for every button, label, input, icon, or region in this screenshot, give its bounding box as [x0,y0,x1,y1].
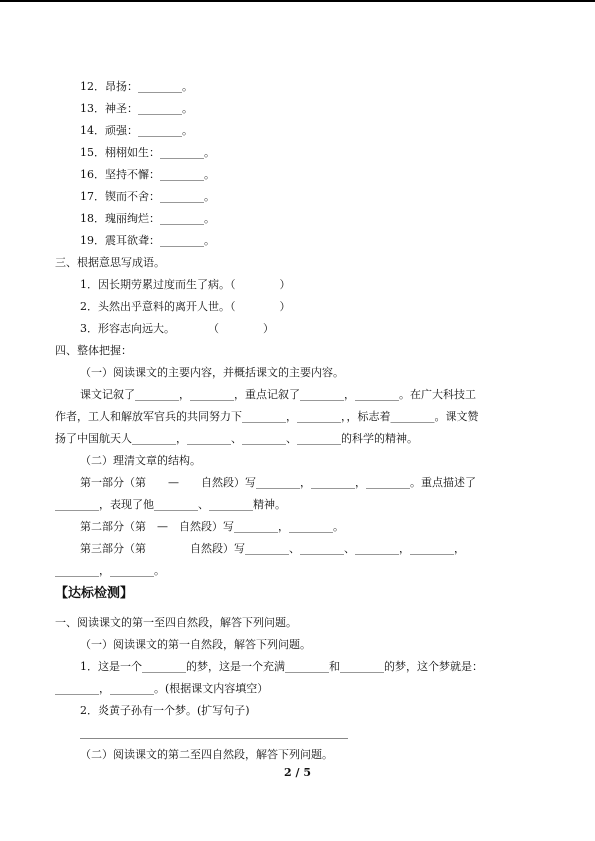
item-12: 12．昂扬：________。 [80,80,193,93]
summary-paragraph-line-2: 作者，工人和解放军官兵的共同努力下________，________，，标志着________。课文赞 [55,410,479,423]
structure-part-3-line-1: 第三部分（第 自然段）写________、________、________，________， [80,542,465,555]
page-top-border [0,0,595,2]
structure-part-1-line-1: 第一部分（第 — 自然段）写________，________，________。重点描述了 [80,476,476,489]
assessment-item-1-line-2: ________，________。(根据课文内容填空） [55,682,269,695]
structure-part-2: 第二部分（第 — 自然段）写________，________。 [80,520,344,533]
idiom-question-2: 2．头然出乎意料的离开人世。（ ） [80,300,291,313]
answer-line [80,738,348,739]
item-15: 15．栩栩如生：________。 [80,146,215,159]
section-4-heading: 四、整体把握： [55,344,132,357]
section-3-heading: 三、根据意思写成语。 [55,256,165,269]
idiom-question-1: 1．因长期劳累过度而生了病。（ ） [80,278,291,291]
structure-part-3-line-2: ________，________。 [55,564,165,577]
assessment-heading: 【达标检测】 [55,586,134,601]
assessment-sub2-heading: （二）阅读课文的第二至四自然段，解答下列问题。 [80,748,333,761]
item-19: 19．震耳欲聋：________。 [80,234,215,247]
item-18: 18．瑰丽绚烂：________。 [80,212,215,225]
item-16: 16．坚持不懈：________。 [80,168,215,181]
assessment-item-1-line-1: 1．这是一个________的梦，这是一个充满________和________的梦，这个梦就是： [80,660,483,673]
summary-paragraph-line-3: 扬了中国航天人________，________、________、________的科学的精神。 [55,432,418,445]
item-17: 17．锲而不舍：________。 [80,190,215,203]
summary-paragraph-line-1: 课文记叙了________，________，重点记叙了________，________。在广大科技工 [80,388,476,401]
structure-part-1-line-2: ________，表现了他________、________精神。 [55,498,286,511]
assessment-q1-heading: 一、阅读课文的第一至四自然段，解答下列问题。 [55,616,297,629]
assessment-item-2: 2．炎黄子孙有一个梦。(扩写句子) [80,704,250,717]
subsection-2-heading: （二）理清文章的结构。 [80,454,201,467]
idiom-question-3: 3．形容志向远大。 （ ） [80,322,274,335]
assessment-sub1-heading: （一）阅读课文的第一自然段，解答下列问题。 [80,638,311,651]
item-13: 13．神圣：________。 [80,102,193,115]
page-number: 2 / 5 [284,766,311,779]
subsection-1-heading: （一）阅读课文的主要内容，并概括课文的主要内容。 [80,366,344,379]
item-14: 14．顽强：________。 [80,124,193,137]
